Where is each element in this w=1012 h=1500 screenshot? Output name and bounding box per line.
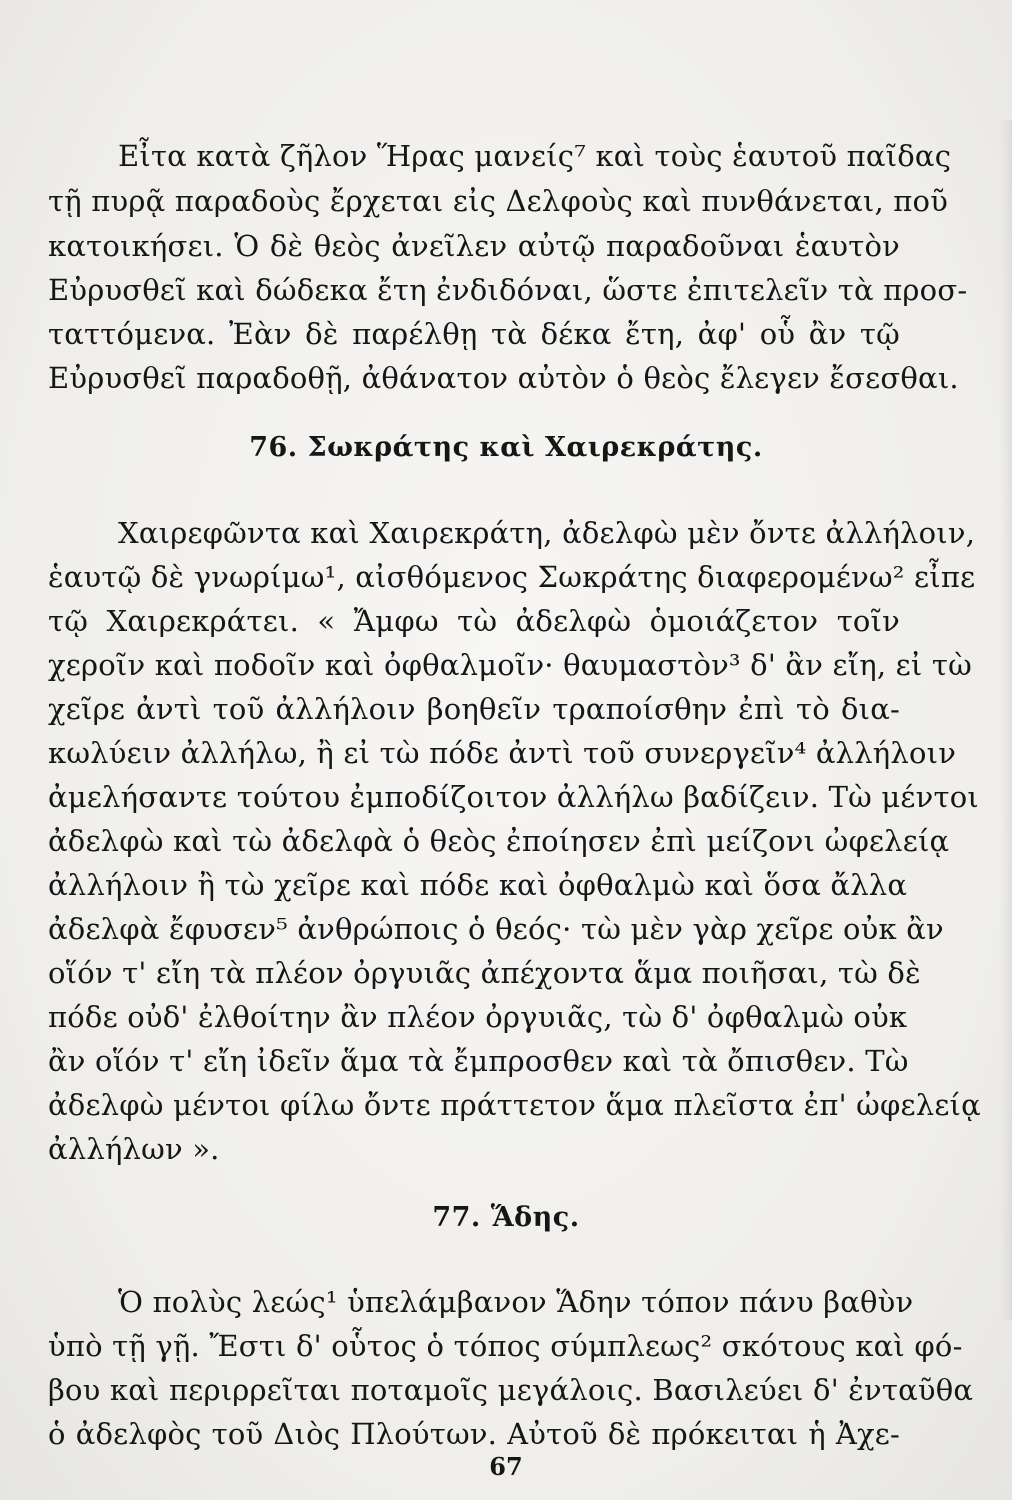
text-line: κωλύειν ἀλλήλω, ἢ εἰ τὼ πόδε ἀντὶ τοῦ συνεργεῖν⁴ ἀλλήλοιν [48,736,957,770]
page-edge-shadow [1000,120,1012,1320]
text-line: ἀδελφὰ ἔφυσεν⁵ ἀνθρώποις ὁ θεός· τὼ μὲν γὰρ χεῖρε οὐκ ἂν [48,912,944,946]
text-line: χεροῖν καὶ ποδοῖν καὶ ὀφθαλμοῖν· θαυμαστὸν³ δ' ἂν εἴη, εἰ τὼ [48,648,972,682]
text-line: τῇ πυρᾷ παραδοὺς ἔρχεται εἰς Δελφοὺς καὶ πυνθάνεται, ποῦ [48,184,949,218]
text-line: Εἶτα κατὰ ζῆλον Ἥρας μανείς⁷ καὶ τοὺς ἑαυτοῦ παῖδας [118,139,952,173]
text-line: ὑπὸ τῇ γῇ. Ἔστι δ' οὗτος ὁ τόπος σύμπλεως² σκότους καὶ φό- [48,1329,963,1363]
text-line: ἑαυτῷ δὲ γνωρίμω¹, αἰσθόμενος Σωκράτης διαφερομένω² εἶπε [48,560,976,594]
text-line: κατοικήσει. Ὁ δὲ θεὸς ἀνεῖλεν αὐτῷ παραδοῦναι ἑαυτὸν [48,229,900,263]
text-line: ταττόμενα. Ἐὰν δὲ παρέλθῃ τὰ δέκα ἔτη, ἀφ' οὗ ἂν τῷ [48,317,900,351]
text-line: οἵόν τ' εἴη τὰ πλέον ὀργυιᾶς ἀπέχοντα ἅμα ποιῆσαι, τὼ δὲ [48,956,921,990]
text-line: Εὐρυσθεῖ καὶ δώδεκα ἔτη ἐνδιδόναι, ὥστε ἐπιτελεῖν τὰ προσ- [48,273,968,307]
text-line: τῷ Χαιρεκράτει. « Ἄμφω τὼ ἀδελφὼ ὁμοιάζετον τοῖν [48,604,900,638]
text-line: ἀδελφὼ καὶ τὼ ἀδελφὰ ὁ θεὸς ἐποίησεν ἐπὶ μείζονι ὠφελείᾳ [48,824,950,858]
text-line: ἀλλήλων ». [48,1132,220,1166]
text-line: Χαιρεφῶντα καὶ Χαιρεκράτη, ἀδελφὼ μὲν ὄντε ἀλλήλοιν, [118,516,976,550]
text-line: ἀλλήλοιν ἢ τὼ χεῖρε καὶ πόδε καὶ ὀφθαλμὼ καὶ ὅσα ἄλλα [48,868,908,902]
section-heading-77: 77. Ἅδης. [432,1202,580,1233]
text-line: ὁ ἀδελφὸς τοῦ Διὸς Πλούτων. Αὐτοῦ δὲ πρόκειται ἡ Ἀχε- [48,1417,900,1451]
text-line: βου καὶ περιρρεῖται ποταμοῖς μεγάλοις. Βασιλεύει δ' ἐνταῦθα [48,1373,974,1407]
text-line: Εὐρυσθεῖ παραδοθῇ, ἀθάνατον αὐτὸν ὁ θεὸς ἔλεγεν ἔσεσθαι. [48,361,959,395]
text-line: Ὁ πολὺς λεώς¹ ὑπελάμβανον Ἅδην τόπον πάνυ βαθὺν [118,1285,914,1319]
text-line: ἀδελφὼ μέντοι φίλω ὄντε πράττετον ἅμα πλεῖστα ἐπ' ὠφελείᾳ [48,1088,981,1122]
text-line: χεῖρε ἀντὶ τοῦ ἀλλήλοιν βοηθεῖν τραποίσθην ἐπὶ τὸ δια- [48,692,900,726]
text-line: πόδε οὐδ' ἐλθοίτην ἂν πλέον ὀργυιᾶς, τὼ δ' ὀφθαλμὼ οὐκ [48,1000,908,1034]
text-line: ἂν οἵόν τ' εἴη ἰδεῖν ἅμα τὰ ἔμπροσθεν καὶ τὰ ὄπισθεν. Τὼ [48,1044,909,1078]
section-heading-76: 76. Σωκράτης καὶ Χαιρεκράτης. [249,432,763,463]
text-line: ἀμελήσαντε τούτου ἐμποδίζοιτον ἀλλήλω βαδίζειν. Τὼ μέντοι [48,780,979,814]
page-number: 67 [489,1452,523,1481]
